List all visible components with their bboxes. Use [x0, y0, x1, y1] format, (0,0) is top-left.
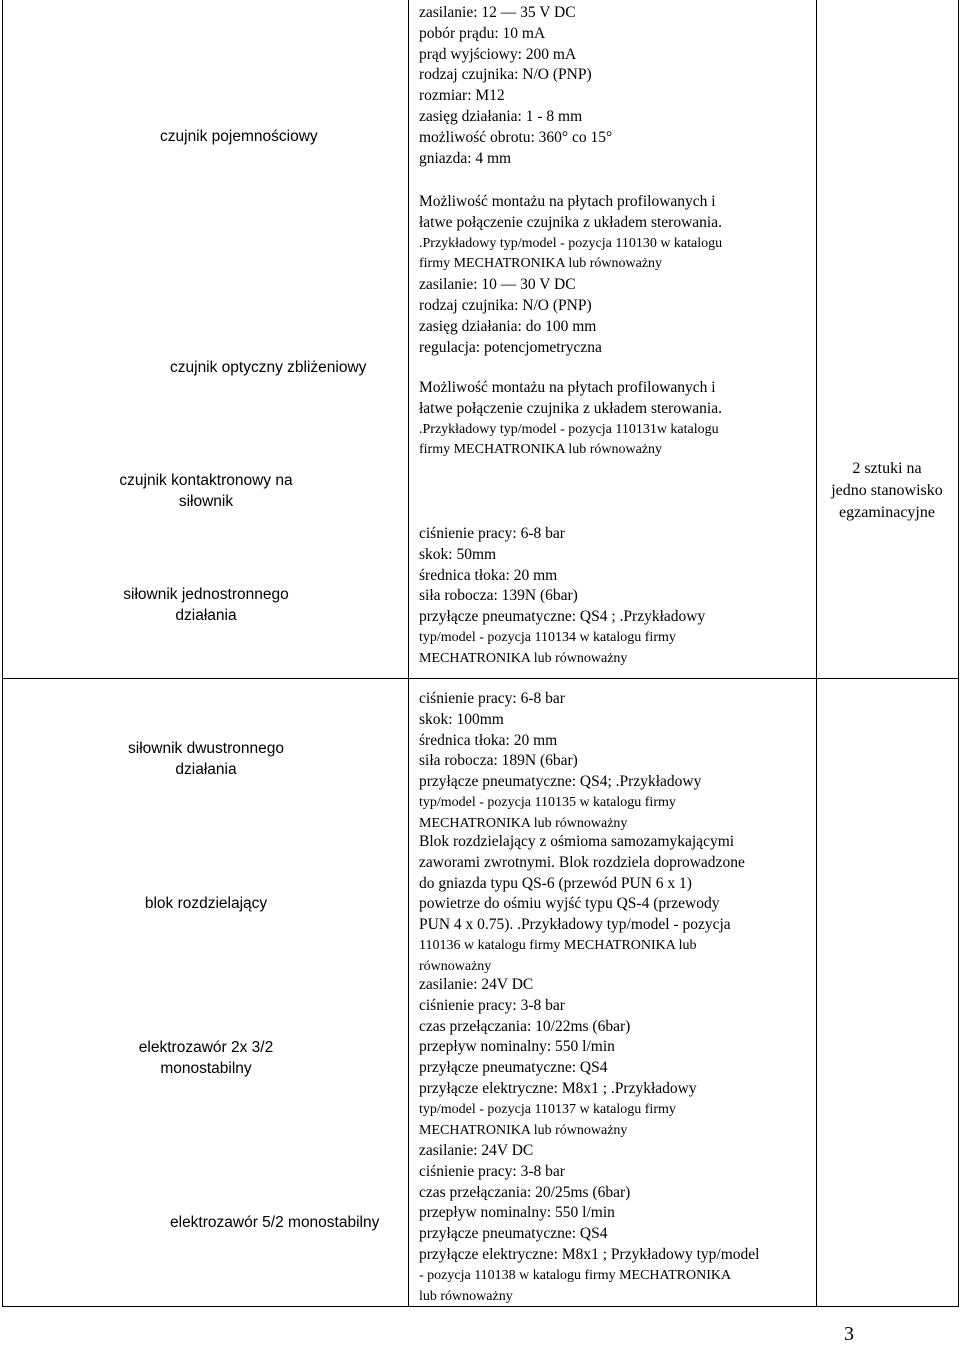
item-name-jednostronnego-line2: działania [175, 607, 237, 624]
page-number: 3 [844, 1323, 854, 1345]
spec-line: firmy MECHATRONIKA lub równoważny [419, 442, 663, 458]
spec-line: Możliwość montażu na płytach profilowanych i [419, 379, 716, 396]
spec-line: rozmiar: M12 [419, 87, 505, 105]
spec-optyczny [419, 192, 814, 358]
spec-line: typ/model - pozycja 110135 w katalogu firmy [419, 794, 676, 810]
spec-line: przyłącze pneumatyczne: QS4; .Przykładowy [419, 773, 702, 791]
spec-line: firmy MECHATRONIKA lub równoważny [419, 256, 663, 272]
spec-line: gniazda: 4 mm [419, 149, 512, 167]
item-name-pojemnosciowy: czujnik pojemnościowy [160, 128, 318, 145]
item-name-kontaktronowy-line1: czujnik kontaktronowy na [119, 472, 293, 489]
spec-elektrozawor-52 [419, 1141, 814, 1307]
item-name-elektrozawor-32-line1: elektrozawór 2x 3/2 [138, 1039, 274, 1056]
spec-line: przepływ nominalny: 550 l/min [419, 1038, 615, 1056]
item-name-jednostronnego [4, 584, 408, 626]
spec-line: Blok rozdzielający z ośmioma samozamykającymi [419, 833, 735, 850]
spec-line: skok: 50mm [419, 545, 497, 563]
table-divider-name [408, 0, 409, 1307]
table-row-divider-qty [816, 678, 958, 679]
spec-line: typ/model - pozycja 110134 w katalogu firmy [419, 629, 676, 645]
spec-line: przyłącze elektryczne: M8x1 ; Przykładowy typ/model [419, 1245, 760, 1263]
spec-blok [419, 832, 814, 978]
item-name-jednostronnego-line1: siłownik jednostronnego [123, 586, 289, 603]
spec-line: MECHATRONIKA lub równoważny [419, 1122, 628, 1138]
table-row-divider [2, 678, 816, 679]
spec-line: rodzaj czujnika: N/O (PNP) [419, 66, 592, 84]
item-name-kontaktronowy-line2: siłownik [178, 493, 234, 510]
quantity-line2: jedno stanowisko [831, 482, 943, 499]
spec-line: średnica tłoka: 20 mm [419, 731, 558, 749]
item-name-blok: blok rozdzielający [144, 895, 268, 912]
spec-line: .Przykładowy typ/model - pozycja 110131w katalogu [419, 421, 719, 437]
item-name-elektrozawor-32-line2: monostabilny [160, 1060, 252, 1077]
spec-line: siła robocza: 139N (6bar) [419, 587, 578, 605]
spec-line: możliwość obrotu: 360° co 15° [419, 128, 613, 146]
spec-line: MECHATRONIKA lub równoważny [419, 815, 628, 831]
spec-dwustronnego [419, 689, 814, 835]
spec-line: przyłącze pneumatyczne: QS4 [419, 1059, 608, 1077]
spec-line: ciśnienie pracy: 3-8 bar [419, 1162, 565, 1180]
item-name-elektrozawor-52: elektrozawór 5/2 monostabilny [170, 1214, 380, 1231]
quantity-note [816, 458, 958, 524]
spec-line: Możliwość montażu na płytach profilowanych i [419, 193, 716, 210]
spec-line: ciśnienie pracy: 6-8 bar [419, 690, 565, 707]
quantity-line1: 2 sztuki na [852, 460, 922, 477]
spec-line: MECHATRONIKA lub równoważny [419, 650, 628, 666]
spec-line: .Przykładowy typ/model - pozycja 110130 w katalogu [419, 235, 723, 251]
spec-line: zasilanie: 24V DC [419, 976, 534, 993]
spec-line: przyłącze pneumatyczne: QS4 [419, 1225, 608, 1243]
spec-line: rodzaj czujnika: N/O (PNP) [419, 296, 592, 314]
table-border-right [958, 0, 959, 1307]
spec-line: regulacja: potencjometryczna [419, 338, 602, 356]
spec-line: prąd wyjściowy: 200 mA [419, 45, 577, 63]
item-name-dwustronnego-line2: działania [175, 761, 237, 778]
spec-jednostronnego [419, 524, 814, 670]
item-name-dwustronnego [4, 738, 408, 780]
spec-line: ciśnienie pracy: 6-8 bar [419, 525, 565, 542]
spec-line: do gniazda typu QS-6 (przewód PUN 6 x 1) [419, 874, 692, 892]
item-name-optyczny: czujnik optyczny zbliżeniowy [170, 359, 367, 376]
item-name-dwustronnego-line1: siłownik dwustronnego [128, 740, 284, 757]
table-divider-spec [816, 0, 817, 1307]
spec-line: typ/model - pozycja 110137 w katalogu firmy [419, 1101, 676, 1117]
spec-line: przyłącze elektryczne: M8x1 ; .Przykładowy [419, 1079, 697, 1097]
spec-line: - pozycja 110138 w katalogu firmy MECHATRONIKA [419, 1267, 732, 1283]
spec-line: zasięg działania: do 100 mm [419, 317, 597, 335]
spec-line: skok: 100mm [419, 710, 504, 728]
spec-elektrozawor-32 [419, 975, 814, 1141]
spec-line: ciśnienie pracy: 3-8 bar [419, 996, 565, 1014]
spec-line: zasilanie: 24V DC [419, 1142, 534, 1159]
spec-line: 110136 w katalogu firmy MECHATRONIKA lub [419, 937, 697, 953]
spec-line: zaworami zwrotnymi. Blok rozdziela doprowadzone [419, 853, 745, 871]
spec-line: łatwe połączenie czujnika z układem sterowania. [419, 213, 722, 231]
spec-line: zasilanie: 10 — 30 V DC [419, 276, 576, 294]
spec-line: równoważny [419, 958, 492, 974]
spec-line: czas przełączania: 20/25ms (6bar) [419, 1183, 631, 1201]
table-border-left [2, 0, 3, 1307]
item-name-elektrozawor-32 [4, 1037, 408, 1079]
spec-line: czas przełączania: 10/22ms (6bar) [419, 1017, 631, 1035]
spec-line: łatwe połączenie czujnika z układem sterowania. [419, 399, 722, 417]
spec-line: zasięg działania: 1 - 8 mm [419, 107, 583, 125]
spec-line: średnica tłoka: 20 mm [419, 566, 558, 584]
spec-pojemnosciowy [419, 3, 814, 169]
spec-line: przyłącze pneumatyczne: QS4 ; .Przykładowy [419, 608, 706, 626]
spec-line: zasilanie: 12 — 35 V DC [419, 4, 576, 21]
spec-line: powietrze do ośmiu wyjść typu QS-4 (przewody [419, 895, 720, 913]
spec-line: siła robocza: 189N (6bar) [419, 752, 578, 770]
spec-line: pobór prądu: 10 mA [419, 24, 546, 42]
spec-line: PUN 4 x 0.75). .Przykładowy typ/model - pozycja [419, 916, 731, 934]
item-name-kontaktronowy [4, 470, 408, 512]
spec-line: lub równoważny [419, 1288, 513, 1304]
quantity-line3: egzaminacyjne [839, 504, 935, 521]
spec-line: przepływ nominalny: 550 l/min [419, 1204, 615, 1222]
spec-kontaktronowy [419, 378, 814, 461]
